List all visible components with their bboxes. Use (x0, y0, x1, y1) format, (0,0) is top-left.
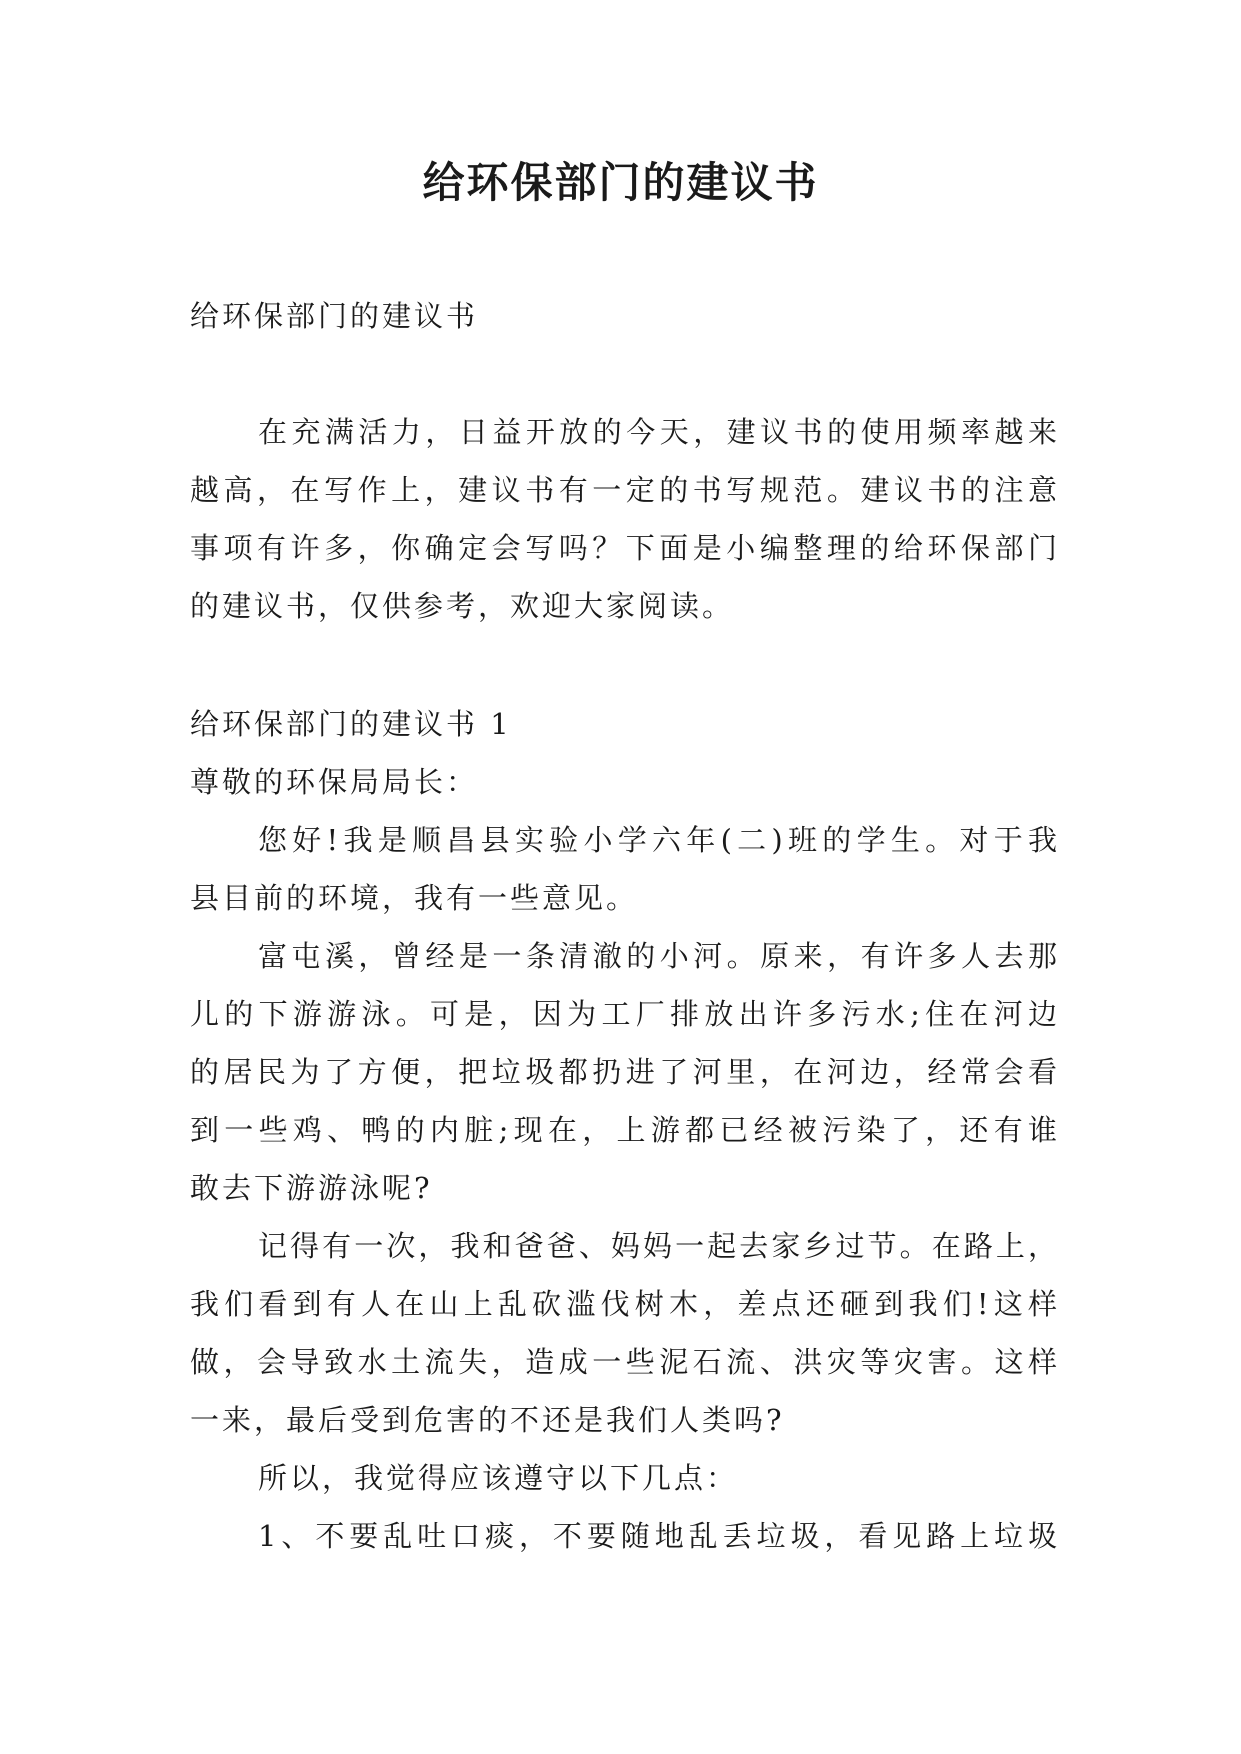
body-line: 的居民为了方便，把垃圾都扔进了河里，在河边，经常会看 (190, 1055, 1060, 1089)
body-line: 所以，我觉得应该遵守以下几点： (258, 1461, 739, 1495)
salutation: 尊敬的环保局局长： (190, 765, 479, 799)
body-line: 到一些鸡、鸭的内脏;现在，上游都已经被污染了，还有谁 (190, 1113, 1060, 1147)
body-line: 1、不要乱吐口痰，不要随地乱丢垃圾，看见路上垃圾 (258, 1519, 1060, 1553)
body-line: 一来，最后受到危害的不还是我们人类吗? (190, 1403, 785, 1437)
body-line: 儿的下游游泳。可是，因为工厂排放出许多污水;住在河边 (190, 997, 1060, 1031)
body-line: 敢去下游游泳呢? (190, 1171, 433, 1205)
intro-line: 的建议书，仅供参考，欢迎大家阅读。 (190, 589, 735, 623)
body-line: 记得有一次，我和爸爸、妈妈一起去家乡过节。在路上， (258, 1229, 1060, 1263)
body-line: 县目前的环境，我有一些意见。 (190, 881, 639, 915)
intro-line: 事项有许多，你确定会写吗？下面是小编整理的给环保部门 (190, 531, 1060, 565)
section-heading: 给环保部门的建议书 1 (190, 707, 512, 741)
body-line: 富屯溪，曾经是一条清澈的小河。原来，有许多人去那 (258, 939, 1060, 973)
body-line: 我们看到有人在山上乱砍滥伐树木，差点还砸到我们!这样 (190, 1287, 1060, 1321)
intro-line: 越高，在写作上，建议书有一定的书写规范。建议书的注意 (190, 473, 1060, 507)
body-line: 您好!我是顺昌县实验小学六年(二)班的学生。对于我 (258, 823, 1060, 857)
body-line: 做，会导致水土流失，造成一些泥石流、洪灾等灾害。这样 (190, 1345, 1060, 1379)
intro-line: 在充满活力，日益开放的今天，建议书的使用频率越来 (258, 415, 1060, 449)
document-title: 给环保部门的建议书 (422, 158, 819, 207)
document-subtitle: 给环保部门的建议书 (190, 299, 479, 333)
